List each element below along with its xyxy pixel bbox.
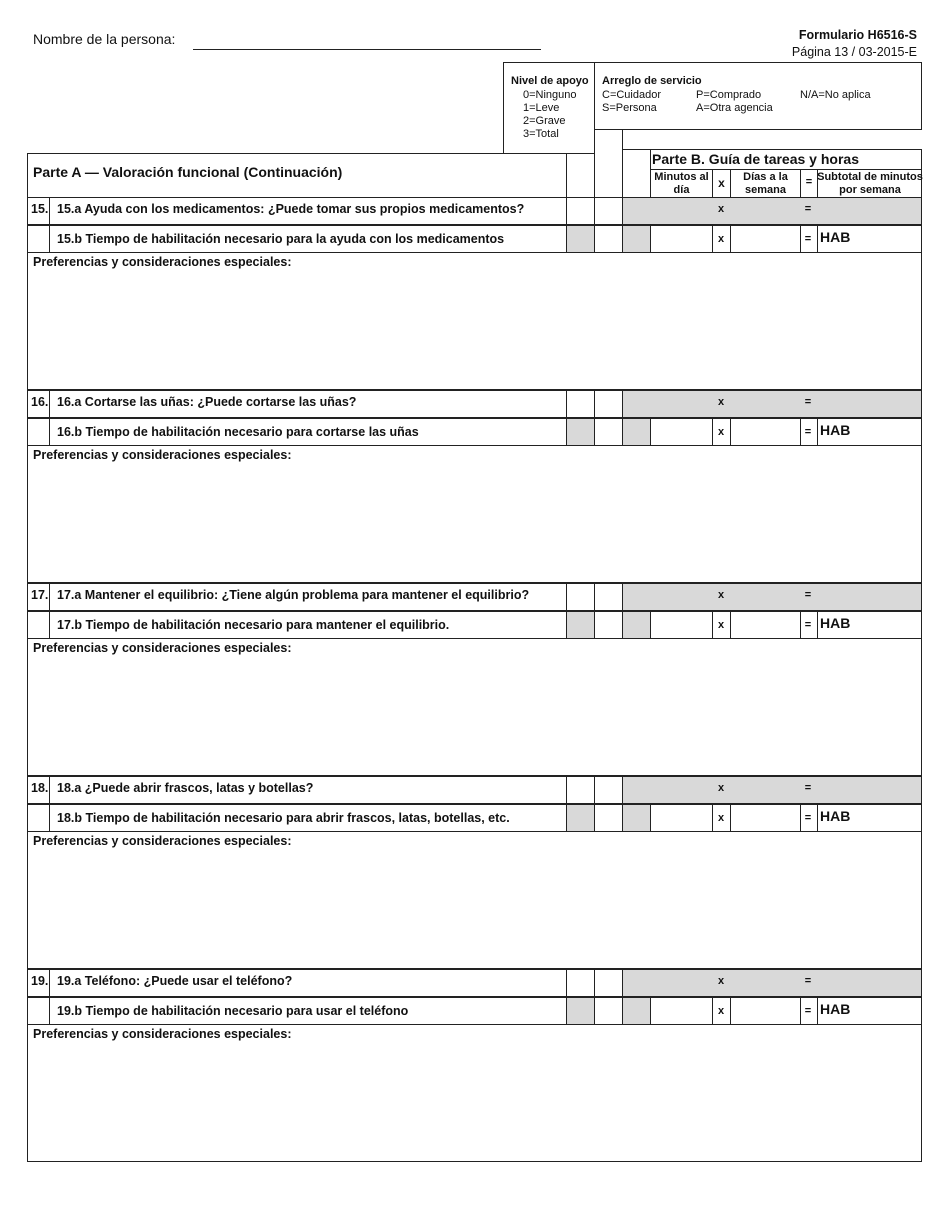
row-b-shade-support bbox=[567, 805, 594, 831]
col-minutes-header: Minutos al día bbox=[654, 171, 709, 196]
row-b-shade-support bbox=[567, 419, 594, 445]
service-arrangement-input[interactable] bbox=[595, 584, 622, 610]
service-arrangement-input-b[interactable] bbox=[595, 226, 622, 252]
row-b-shade-support bbox=[567, 612, 594, 638]
preferences-label: Preferencias y consideraciones especiales: bbox=[33, 1027, 292, 1041]
support-level-input[interactable] bbox=[567, 777, 594, 803]
minutes-per-day-input[interactable] bbox=[651, 805, 712, 831]
service-code-s: S=Persona bbox=[602, 102, 657, 114]
minutes-per-day-input[interactable] bbox=[651, 998, 712, 1024]
item-number: 16. bbox=[31, 395, 49, 409]
equals-symbol: = bbox=[804, 812, 812, 824]
support-level-legend bbox=[503, 62, 595, 154]
equals-symbol: = bbox=[804, 1005, 812, 1017]
service-arrangement-input[interactable] bbox=[595, 198, 622, 224]
service-arrangement-input[interactable] bbox=[595, 970, 622, 996]
row-a-shade bbox=[623, 584, 921, 610]
support-level-input[interactable] bbox=[567, 584, 594, 610]
col-eq-header: = bbox=[805, 176, 813, 188]
times-symbol: x bbox=[717, 203, 725, 215]
item-question-a: 19.a Teléfono: ¿Puede usar el teléfono? bbox=[57, 974, 293, 988]
service-arrangement-legend bbox=[594, 62, 922, 130]
preferences-textarea[interactable] bbox=[28, 1044, 921, 1160]
times-symbol: x bbox=[717, 1005, 725, 1017]
times-symbol: x bbox=[717, 589, 725, 601]
item-question-a: 16.a Cortarse las uñas: ¿Puede cortarse las uñas? bbox=[57, 395, 357, 409]
support-level-input[interactable] bbox=[567, 391, 594, 417]
service-code-p: P=Comprado bbox=[696, 89, 762, 101]
item-question-b: 19.b Tiempo de habilitación necesario para usar el teléfono bbox=[57, 1004, 409, 1018]
row-a-shade bbox=[623, 970, 921, 996]
times-symbol: x bbox=[717, 975, 725, 987]
page-info: Página 13 / 03-2015-E bbox=[791, 45, 917, 59]
hab-label: HAB bbox=[820, 808, 851, 824]
equals-symbol: = bbox=[804, 396, 812, 408]
item-question-a: 17.a Mantener el equilibrio: ¿Tiene algún problema para mantener el equilibrio? bbox=[57, 588, 530, 602]
preferences-textarea[interactable] bbox=[28, 272, 921, 388]
col-days-header: Días a la semana bbox=[743, 171, 788, 196]
row-a-shade bbox=[623, 198, 921, 224]
equals-symbol: = bbox=[804, 203, 812, 215]
days-per-week-input[interactable] bbox=[731, 998, 800, 1024]
minutes-per-day-input[interactable] bbox=[651, 419, 712, 445]
support-level-input[interactable] bbox=[567, 970, 594, 996]
times-symbol: x bbox=[717, 233, 725, 245]
support-level-input[interactable] bbox=[567, 198, 594, 224]
days-per-week-input[interactable] bbox=[731, 419, 800, 445]
support-level-2: 2=Grave bbox=[523, 115, 566, 127]
preferences-label: Preferencias y consideraciones especiales: bbox=[33, 255, 292, 269]
equals-symbol: = bbox=[804, 426, 812, 438]
part-b-title: Parte B. Guía de tareas y horas bbox=[652, 151, 859, 167]
bottom-border bbox=[27, 1161, 922, 1162]
preferences-textarea[interactable] bbox=[28, 465, 921, 581]
part-a-title: Parte A — Valoración funcional (Continuación) bbox=[33, 164, 343, 180]
item-question-b: 16.b Tiempo de habilitación necesario para cortarse las uñas bbox=[57, 425, 419, 439]
item-number: 15. bbox=[31, 202, 49, 216]
item-question-b: 15.b Tiempo de habilitación necesario para la ayuda con los medicamentos bbox=[57, 232, 505, 246]
item-question-a: 18.a ¿Puede abrir frascos, latas y botellas? bbox=[57, 781, 314, 795]
times-symbol: x bbox=[717, 426, 725, 438]
service-code-c: C=Cuidador bbox=[602, 89, 662, 101]
col-subtotal-header: Subtotal de minutos por semana bbox=[817, 171, 923, 196]
row-b-shade-support bbox=[567, 226, 594, 252]
preferences-label: Preferencias y consideraciones especiales: bbox=[33, 834, 292, 848]
row-b-shade-task bbox=[623, 805, 650, 831]
row-a-shade bbox=[623, 777, 921, 803]
service-arrangement-input-b[interactable] bbox=[595, 419, 622, 445]
service-arrangement-input-b[interactable] bbox=[595, 612, 622, 638]
support-level-3: 3=Total bbox=[523, 128, 559, 140]
support-level-title: Nivel de apoyo bbox=[511, 75, 589, 87]
hab-label: HAB bbox=[820, 615, 851, 631]
service-arrangement-input-b[interactable] bbox=[595, 805, 622, 831]
times-symbol: x bbox=[717, 782, 725, 794]
support-level-0: 0=Ninguno bbox=[523, 89, 577, 101]
service-title: Arreglo de servicio bbox=[602, 75, 702, 87]
equals-symbol: = bbox=[804, 619, 812, 631]
equals-symbol: = bbox=[804, 589, 812, 601]
minutes-per-day-input[interactable] bbox=[651, 612, 712, 638]
minutes-per-day-input[interactable] bbox=[651, 226, 712, 252]
item-number: 17. bbox=[31, 588, 49, 602]
row-b-shade-task bbox=[623, 998, 650, 1024]
support-level-list bbox=[523, 89, 577, 141]
days-per-week-input[interactable] bbox=[731, 226, 800, 252]
row-a-shade bbox=[623, 391, 921, 417]
days-per-week-input[interactable] bbox=[731, 612, 800, 638]
item-number: 18. bbox=[31, 781, 49, 795]
service-arrangement-input[interactable] bbox=[595, 777, 622, 803]
col-x-header: x bbox=[718, 176, 725, 190]
times-symbol: x bbox=[717, 619, 725, 631]
preferences-label: Preferencias y consideraciones especiales: bbox=[33, 448, 292, 462]
service-arrangement-input-b[interactable] bbox=[595, 998, 622, 1024]
equals-symbol: = bbox=[804, 782, 812, 794]
times-symbol: x bbox=[717, 396, 725, 408]
equals-symbol: = bbox=[804, 233, 812, 245]
right-border bbox=[921, 149, 922, 1161]
support-level-1: 1=Leve bbox=[523, 102, 560, 114]
row-b-shade-task bbox=[623, 419, 650, 445]
item-question-b: 17.b Tiempo de habilitación necesario para mantener el equilibrio. bbox=[57, 618, 450, 632]
row-b-shade-support bbox=[567, 998, 594, 1024]
row-b-shade-task bbox=[623, 612, 650, 638]
item-number: 19. bbox=[31, 974, 49, 988]
item-question-a: 15.a Ayuda con los medicamentos: ¿Puede tomar sus propios medicamentos? bbox=[57, 202, 525, 216]
hab-label: HAB bbox=[820, 422, 851, 438]
person-name-label: Nombre de la persona: bbox=[33, 31, 176, 47]
service-code-a: A=Otra agencia bbox=[696, 102, 773, 114]
preferences-textarea[interactable] bbox=[28, 851, 921, 967]
days-per-week-input[interactable] bbox=[731, 805, 800, 831]
hab-label: HAB bbox=[820, 1001, 851, 1017]
hab-label: HAB bbox=[820, 229, 851, 245]
service-code-na: N/A=No aplica bbox=[800, 89, 871, 101]
row-b-shade-task bbox=[623, 226, 650, 252]
person-name-field[interactable] bbox=[193, 49, 541, 50]
service-arrangement-input[interactable] bbox=[595, 391, 622, 417]
item-question-b: 18.b Tiempo de habilitación necesario para abrir frascos, latas, botellas, etc. bbox=[57, 811, 510, 825]
preferences-textarea[interactable] bbox=[28, 658, 921, 774]
times-symbol: x bbox=[717, 812, 725, 824]
form-id: Formulario H6516-S bbox=[798, 28, 917, 42]
preferences-label: Preferencias y consideraciones especiales: bbox=[33, 641, 292, 655]
equals-symbol: = bbox=[804, 975, 812, 987]
